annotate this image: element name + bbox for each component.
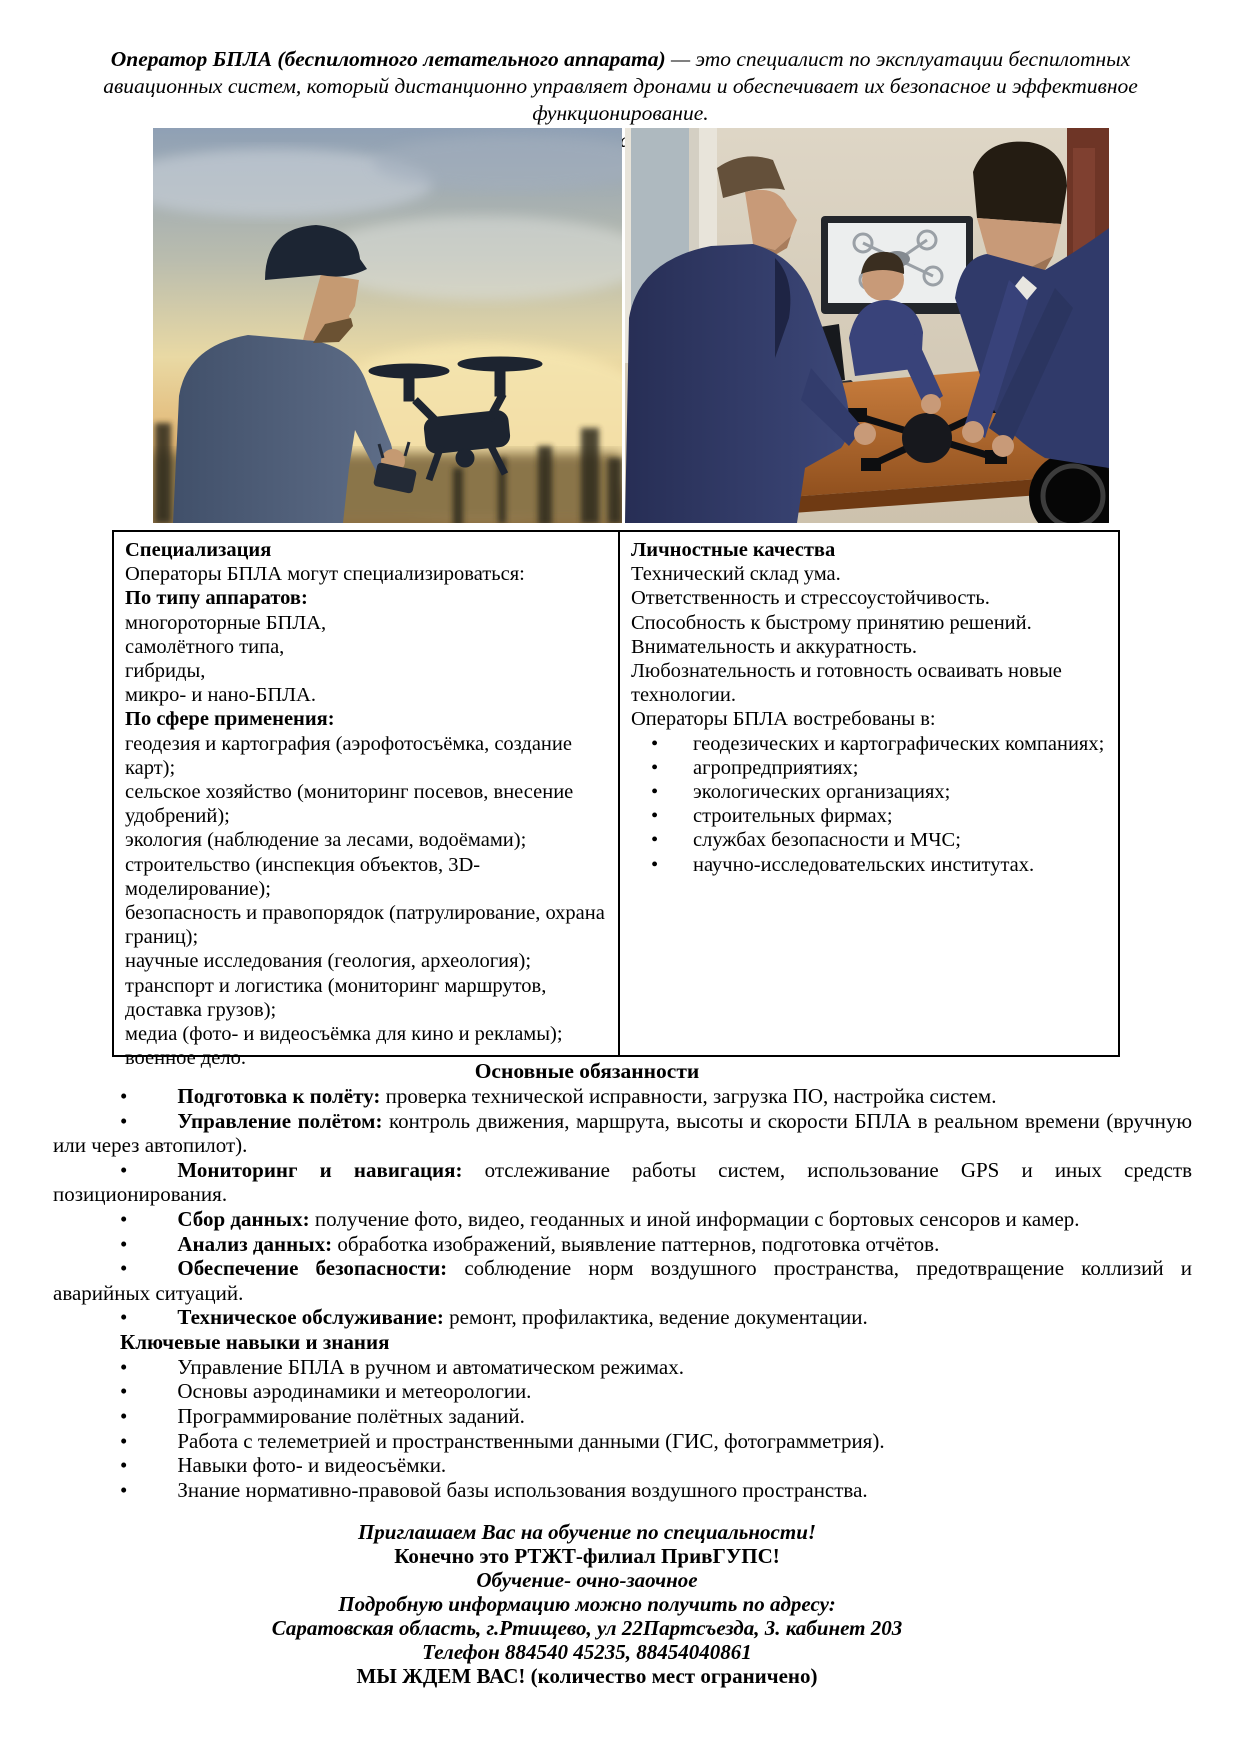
- by-field-item: сельское хозяйство (мониторинг посевов, внесение удобрений);: [125, 781, 574, 828]
- duty-label: Техническое обслуживание:: [177, 1305, 444, 1330]
- demand-item: • агропредприятиях;: [631, 756, 1107, 780]
- by-field-item: строительство (инспекция объектов, 3D-моделирование);: [125, 853, 481, 900]
- by-type-item: микро- и нано-БПЛА.: [125, 684, 316, 707]
- demand-list: [631, 732, 1107, 877]
- by-type-item: самолётного типа,: [125, 635, 285, 658]
- by-field-title: По сфере применения:: [125, 708, 335, 731]
- footer: [53, 1520, 1121, 1688]
- duty-item: [53, 1305, 1192, 1330]
- bullet-icon: •: [120, 1256, 128, 1281]
- footer-line: Подробную информацию можно получить по адресу:: [338, 1591, 836, 1616]
- duty-text: соблюдение норм воздушного пространства, предотвращение коллизий и аварийных ситуаций.: [53, 1256, 1192, 1305]
- by-field-item: медиа (фото- и видеосъёмка для кино и рекламы);: [125, 1023, 563, 1046]
- bullet-icon: •: [120, 1231, 128, 1256]
- specialization-title: Специализация: [125, 539, 272, 561]
- skills-heading: Ключевые навыки и знания: [120, 1329, 390, 1354]
- skill-item: [53, 1355, 1192, 1380]
- spec-cell-specialization: [114, 532, 620, 1070]
- quality-item: Технический склад ума.: [631, 563, 841, 586]
- by-field-item: транспорт и логистика (мониторинг маршрутов, доставка грузов);: [125, 974, 547, 1021]
- bullet-icon: •: [120, 1428, 128, 1453]
- intro-lead: Оператор БПЛА (беспилотного летательного аппарата): [110, 47, 666, 71]
- skill-text: Знание нормативно-правовой базы использования воздушного пространства.: [177, 1478, 868, 1503]
- duties-list: [53, 1084, 1192, 1330]
- qualities-title: Личностные качества: [631, 539, 836, 561]
- by-type-title: По типу аппаратов:: [125, 587, 308, 610]
- duty-item: [53, 1158, 1192, 1207]
- demand-item: • экологических организациях;: [631, 780, 1107, 804]
- bullet-icon: •: [120, 1305, 128, 1330]
- bullet-icon: •: [120, 1453, 128, 1478]
- spec-table: [112, 530, 1120, 1070]
- bullet-icon: •: [120, 1379, 128, 1404]
- by-field-item: безопасность и правопорядок (патрулирование, охрана границ);: [125, 902, 605, 949]
- duty-label: Анализ данных:: [177, 1231, 333, 1256]
- duty-item: [53, 1109, 1192, 1158]
- duty-item: [53, 1084, 1192, 1109]
- duty-label: Сбор данных:: [177, 1206, 310, 1231]
- duty-label: Подготовка к полёту:: [177, 1084, 381, 1108]
- demand-item: • службах безопасности и МЧС;: [631, 828, 1107, 852]
- footer-line: Телефон 884540 45235, 88454040861: [422, 1639, 752, 1664]
- bullet-icon: •: [120, 1084, 128, 1108]
- lower-body: [53, 1059, 1192, 1688]
- by-type-item: гибриды,: [125, 660, 206, 683]
- intro-rest: — это специалист по эксплуатации беспилотных авиационных систем, который дистанционно управляет дронами и обеспечивает их безопасное и эффективное функционирование.: [103, 47, 1138, 125]
- operator-with-drone-at-sunset-photo: [153, 128, 622, 523]
- by-type-list: [125, 611, 607, 708]
- photo-row: [153, 128, 1109, 523]
- duty-text: проверка технической исправности, загрузка ПО, настройка систем.: [380, 1084, 997, 1108]
- by-field-item: экология (наблюдение за лесами, водоёмами);: [125, 829, 527, 852]
- duty-item: [53, 1232, 1192, 1257]
- by-type-item: многороторные БПЛА,: [125, 611, 327, 634]
- skill-text: Навыки фото- и видеосъёмки.: [177, 1453, 447, 1478]
- demand-intro: Операторы БПЛА востребованы в:: [631, 708, 936, 731]
- footer-line: Конечно это РТЖТ-филиал ПривГУПС!: [394, 1543, 780, 1568]
- footer-line: МЫ ЖДЕМ ВАС! (количество мест ограничено): [356, 1663, 818, 1688]
- duty-label: Мониторинг и навигация:: [177, 1157, 463, 1182]
- bullet-icon: •: [120, 1354, 128, 1379]
- duty-item: [53, 1256, 1192, 1305]
- by-field-item: военное дело.: [125, 1047, 246, 1070]
- quality-item: Ответственность и стрессоустойчивость.: [631, 587, 990, 610]
- skill-item: [53, 1379, 1192, 1404]
- by-field-item: научные исследования (геология, археология);: [125, 950, 532, 973]
- by-field-item: геодезия и картография (аэрофотосъёмка, создание карт);: [125, 732, 572, 779]
- duty-text: ремонт, профилактика, ведение документации.: [443, 1305, 868, 1330]
- duty-item: [53, 1207, 1192, 1232]
- footer-line: Приглашаем Вас на обучение по специальности!: [357, 1519, 817, 1544]
- quality-item: Любознательность и готовность осваивать новые технологии.: [631, 660, 1062, 707]
- skill-item: [53, 1429, 1192, 1454]
- demand-item: • научно-исследовательских институтах.: [631, 853, 1107, 877]
- bullet-icon: •: [120, 1206, 128, 1231]
- skill-item: [53, 1404, 1192, 1429]
- duty-label: Обеспечение безопасности:: [177, 1256, 448, 1281]
- bullet-icon: •: [120, 1478, 128, 1503]
- skill-text: Программирование полётных заданий.: [177, 1404, 525, 1429]
- spec-cell-qualities: [620, 532, 1118, 1055]
- bullet-icon: •: [120, 1108, 128, 1133]
- demand-item: • геодезических и картографических компаниях;: [631, 732, 1107, 756]
- by-field-list: [125, 732, 607, 1071]
- duty-text: получение фото, видео, геоданных и иной информации с бортовых сенсоров и камер.: [309, 1206, 1080, 1231]
- skills-list: [53, 1355, 1192, 1503]
- footer-line: Обучение- очно-заочное: [476, 1567, 698, 1592]
- skill-item: [53, 1478, 1192, 1503]
- duties-heading: Основные обязанности: [474, 1059, 700, 1083]
- skill-text: Управление БПЛА в ручном и автоматическом режимах.: [177, 1354, 684, 1379]
- quality-item: Способность к быстрому принятию решений.: [631, 611, 1032, 634]
- footer-line: Саратовская область, г.Ртищево, ул 22Партсъезда, 3. кабинет 203: [271, 1615, 903, 1640]
- bullet-icon: •: [120, 1404, 128, 1429]
- students-assembling-drone-photo: [625, 128, 1109, 523]
- specialization-intro: Операторы БПЛА могут специализироваться:: [125, 563, 525, 586]
- skill-text: Работа с телеметрией и пространственными данными (ГИС, фотограмметрия).: [177, 1428, 885, 1453]
- skill-text: Основы аэродинамики и метеорологии.: [177, 1379, 532, 1404]
- qualities-list: [631, 562, 1107, 707]
- demand-item: • строительных фирмах;: [631, 804, 1107, 828]
- skill-item: [53, 1453, 1192, 1478]
- duty-text: отслеживание работы систем, использование GPS и иных средств позиционирования.: [53, 1157, 1192, 1207]
- duty-label: Управление полётом:: [177, 1108, 383, 1133]
- quality-item: Внимательность и аккуратность.: [631, 635, 918, 658]
- duty-text: контроль движения, маршрута, высоты и скорости БПЛА в реальном времени (вручную или через автопилот).: [53, 1108, 1193, 1158]
- bullet-icon: •: [120, 1157, 128, 1182]
- duty-text: обработка изображений, выявление паттернов, подготовка отчётов.: [332, 1231, 940, 1256]
